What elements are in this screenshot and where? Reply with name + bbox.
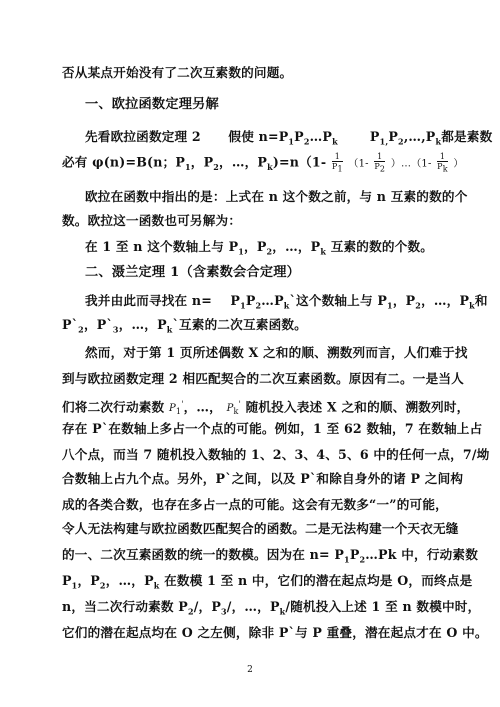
text-line: 必有 φ(n)=B(n；$P_1$，$P_2$，…，$P_k)=n(1-$ $\frac{1}{P_1}$ （1- $\frac{1}{P_2}$ ）…（1- $\frac{1}{P_k}$ ）: [62, 152, 464, 174]
section-heading: 二、滠兰定理 1（含素数会合定理）: [85, 265, 300, 280]
fraction: $\frac{1}{P_k}$: [437, 152, 448, 174]
text-line: 们将二次行动素数 $P_1'$，…， $P_k'$ 随机投入表述 X 之和的顺、溯数列时，: [62, 399, 470, 417]
text-line: 的一、二次互素函数的统一的数模。因为在 $n= P_1P_2\dots Pk$ 中，行动素数: [62, 547, 479, 565]
text-line: 我并由此而寻找在 n= $P_1P_2\dots P_k`$这个数轴上与 $P_1$，$P_2$，…，$P_k$和: [85, 293, 488, 311]
text-line: $P`_2$，$P`_3$，…，$P_k`$互素的二次互素函数。: [62, 317, 307, 335]
text-line: 否从某点开始没有了二次互素数的问题。: [62, 65, 293, 80]
text-line: n，当二次行动素数 $P_2/$，$P_3/$，…，$P_k/$随机投入上述 1 至 n 数模中时，: [62, 599, 481, 617]
page-number: 2: [247, 665, 253, 675]
text-line: 到与欧拉函数定理 2 相匹配契合的二次互素函数。原因有二。一是当人: [62, 371, 464, 386]
text-line: 合数轴上占九个点。另外，P`之间，以及 P`和除自身外的诸 P 之间构: [62, 471, 464, 486]
text-line: 存在 P`在数轴上多占一个点的可能。例如，1 至 62 数轴，7 在数轴上占: [62, 421, 483, 436]
text-line: 数。欧拉这一函数也可另解为：: [62, 213, 242, 228]
fraction: $\frac{1}{P_2}$: [374, 152, 386, 174]
text-line: 先看欧拉函数定理 2 假使 $n=P_1P_2\dots P_k$ $P_{1,}P_2,\dots,P_k$都是素数: [85, 129, 493, 147]
fraction: $\frac{1}{P_1}$: [331, 152, 343, 174]
text-line: 八个点，而当 7 随机投入数轴的 1、2、3、4、5、6 中的任何一点，7/坳: [62, 447, 490, 462]
text-line: 在 1 至 n 这个数轴上与 $P_1$，$P_2$，…，$P_k$ 互素的数的个数。: [85, 239, 434, 257]
section-heading: 一、欧拉函数定理另解: [85, 97, 219, 112]
text-line: 然而，对于第 1 页所述偶数 X 之和的顺、溯数列而言，人们难于找: [85, 345, 468, 360]
text-line: 它们的潜在起点均在 O 之左侧，除非 P`与 P 重叠，潜在起点才在 O 中。: [62, 625, 488, 640]
text-line: $P_1$，$P_2$，…，$P_k$ 在数模 1 至 n 中，它们的潜在起点均是 O，而终点是: [62, 573, 473, 591]
text-line: 欧拉在函数中指出的是：上式在 n 这个数之前，与 n 互素的数的个: [85, 189, 468, 204]
text-line: 令人无法构建与欧拉函数匹配契合的函数。二是无法构建一个天衣无缝: [62, 521, 459, 536]
text-line: 成的各类合数，也存在多占一点的可能。这会有无数多“一”的可能，: [62, 497, 448, 512]
